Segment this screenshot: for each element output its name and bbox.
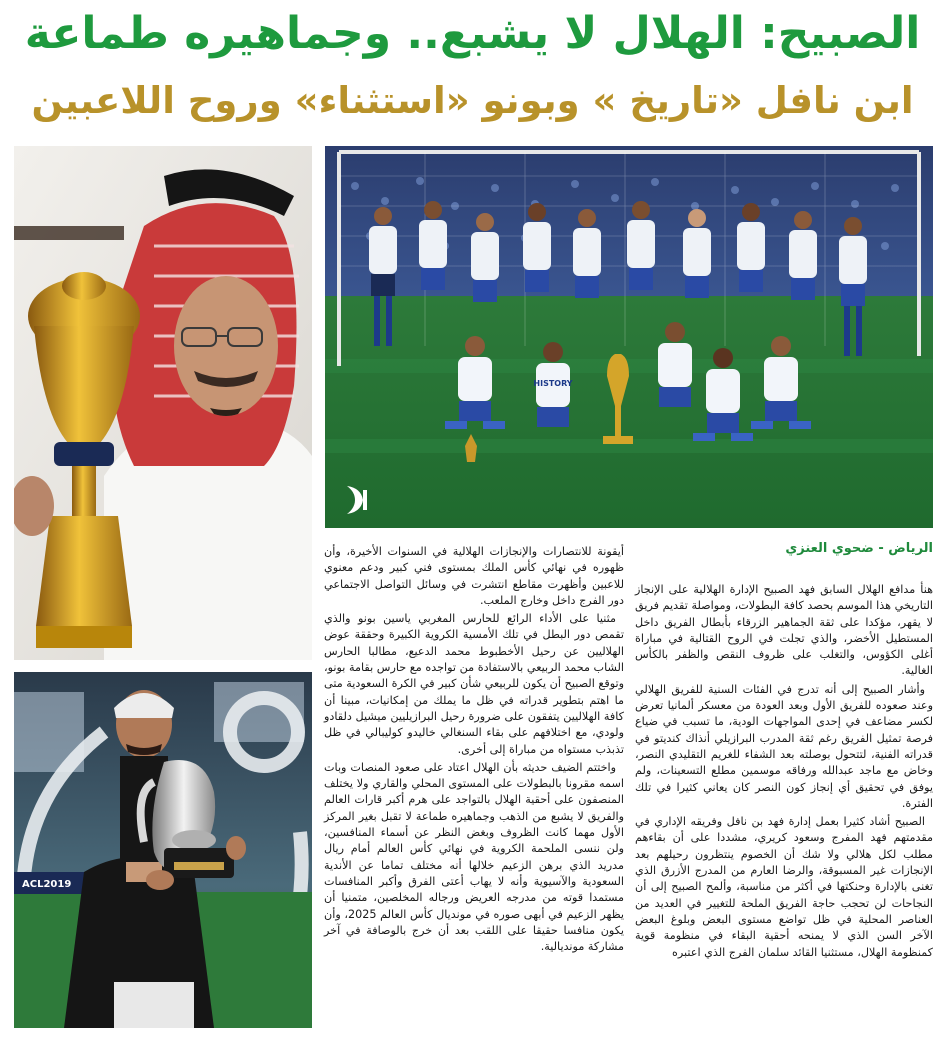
- article-left-column: [324, 544, 624, 1030]
- fahad-alsubaih-trophy-photo: [14, 146, 312, 660]
- article-paragraph: مثنيا على الأداء الرائع للحارس المغربي ياسين بونو والذي تقمص دور البطل في تلك الأمسية الكروية الكبيرة وحققة عوض الهلاليين عن رحيل الأخطبوط محمد الدعيع، مطالبا الحارس الشاب محمد الربيعي بالاستفادة من تواجده مع حارس بقامة بونو، وتوقع الصبيح أن يكون للربيعي شأن كبير في الكرة السعودية متى ما اهتم بتطوير قدراته في ظل ما يملك من إمكانيات، مبينا أن كافة الهلاليين يتفقون على ضرورة رحيل البرازيليين ميشيل دلقادو ولودي، مع اختلافهم على بقاء السنغالي خاليدو كوليبالي في ظل تذبذب مستواه من مباراة إلى أخرى.: [324, 612, 624, 756]
- article-paragraph: هنأ مدافع الهلال السابق فهد الصبيح الإدارة الهلالية على الإنجاز التاريخي هذا الموسم بحصد كافة البطولات، ومواصلة تقديم فريق لا يقهر، مؤكدا على ثقة الجماهير الزرقاء بأبطال الفريق داخل المستطيل الأخضر، والذي تجلت في الروح القتالية في مباراة أغلى الكؤوس، والتغلب على ظروف النقص والظفر بالكأس الغالية.: [635, 583, 933, 678]
- article-right-column: [635, 582, 933, 1030]
- article-paragraph: الصبيح أشاد كثيرا بعمل إدارة فهد بن نافل وفريقه الإداري في مقدمتهم فهد المفرج وسعود كريري، مشددا على أن بقاءهم مطلب لكل هلالي ولا شك أن الخصوم ينتظرون رحيلهم بعد الإنجازات غير المسبوقة، والرضا العارم من المدرج الأزرق الذي تغنى بالإدارة وحنكتها في أكثر من مناسبة، وألمح الصبيح إلى أن النجاحات لن تحجب حاجة الفريق الملحة للتغيير في العديد من العناصر المحلية في ظل تواضع مستوى البعض وبلوغ البعض الآخر السن الذي لا يمنحه أحقية البقاء في منظومة قوية كمنظومة الهلال، مستثنيا القائد سلمان الفرج الذي اعتبره: [635, 815, 933, 959]
- article-paragraph: وأشار الصبيح إلى أنه تدرج في الفئات السنية للفريق الهلالي وعند صعوده للفريق الأول وبعد العودة من معسكر ألمانيا تعرض لكسر مضاعف في إحدى المواجهات الودية، ما تسبب في ضياع فرصة تمثيل الفريق رغم ثقة المدرب البرازيلي أنذاك كنديتو في قدراته الفنية، لتتحول بوصلته بعد الشفاء للغريم التقليدي النصر، وخاض مع ماجد عبدالله ورفاقه موسمين مطلع التسعينات، ولم يوفق في تحقيق أي إنجاز كون النصر كان يعاني كثيرا في تلك الفترة.: [635, 682, 933, 810]
- subheadline: ابن نافل «تاريخ » وبونو «استثناء» وروح اللاعبين: [31, 79, 914, 122]
- article-paragraph: واختتم الضيف حديثه بأن الهلال اعتاد على صعود المنصات وبات اسمه مقرونا بالبطولات على المستوى المحلي والقاري ولا يختلف المنصفون على أحقية الهلال بالتواجد على هرم أكبر قارات العالم والفريق لا يشبع من الذهب وجماهيره طماعة لا تقبل بغير المركز الأول مهما كانت الظروف وبغض النظر عن أسماء المنافسين، ولن ننسى الملحمة الكروية في نهائي كأس العالم أمام ريال مدريد الذي برهن الزعيم خلالها أنه مختلف تماما عن الأندية السعودية والآسيوية وأنه لا يهاب أعتى الفرق وأكبر المنافسات مستمدا قوته من مدرجه العريض ورجاله المخلصين، متمنيا أن يظهر الزعيم في أبهى صوره في مونديال كأس العالم 2025، وأن يكون منافسا حقيقا على اللقب بعد أن خرج بالوصافة في آخر مشاركة مونديالية.: [324, 760, 624, 954]
- team-photo-shirt-text: HISTORY: [533, 379, 573, 388]
- headline: الصبيح: الهلال لا يشبع.. وجماهيره طماعة: [24, 8, 921, 59]
- acl-board-text: ACL2019: [22, 879, 72, 890]
- team-celebration-photo: [325, 146, 933, 528]
- article-paragraph: أيقونة للانتصارات والإنجازات الهلالية في السنوات الأخيرة، وأن ظهوره في نهائي كأس الملك بمستوى فني كبير ودعم معنوي للاعبين وأظهرت مقاطع انتشرت في وسائل التواصل الاجتماعي دور الفرج داخل وخارج الملعب.: [324, 545, 624, 607]
- acl-trophy-photo: [14, 672, 312, 1028]
- byline: الرياض - ضحوي العنزي: [785, 541, 933, 556]
